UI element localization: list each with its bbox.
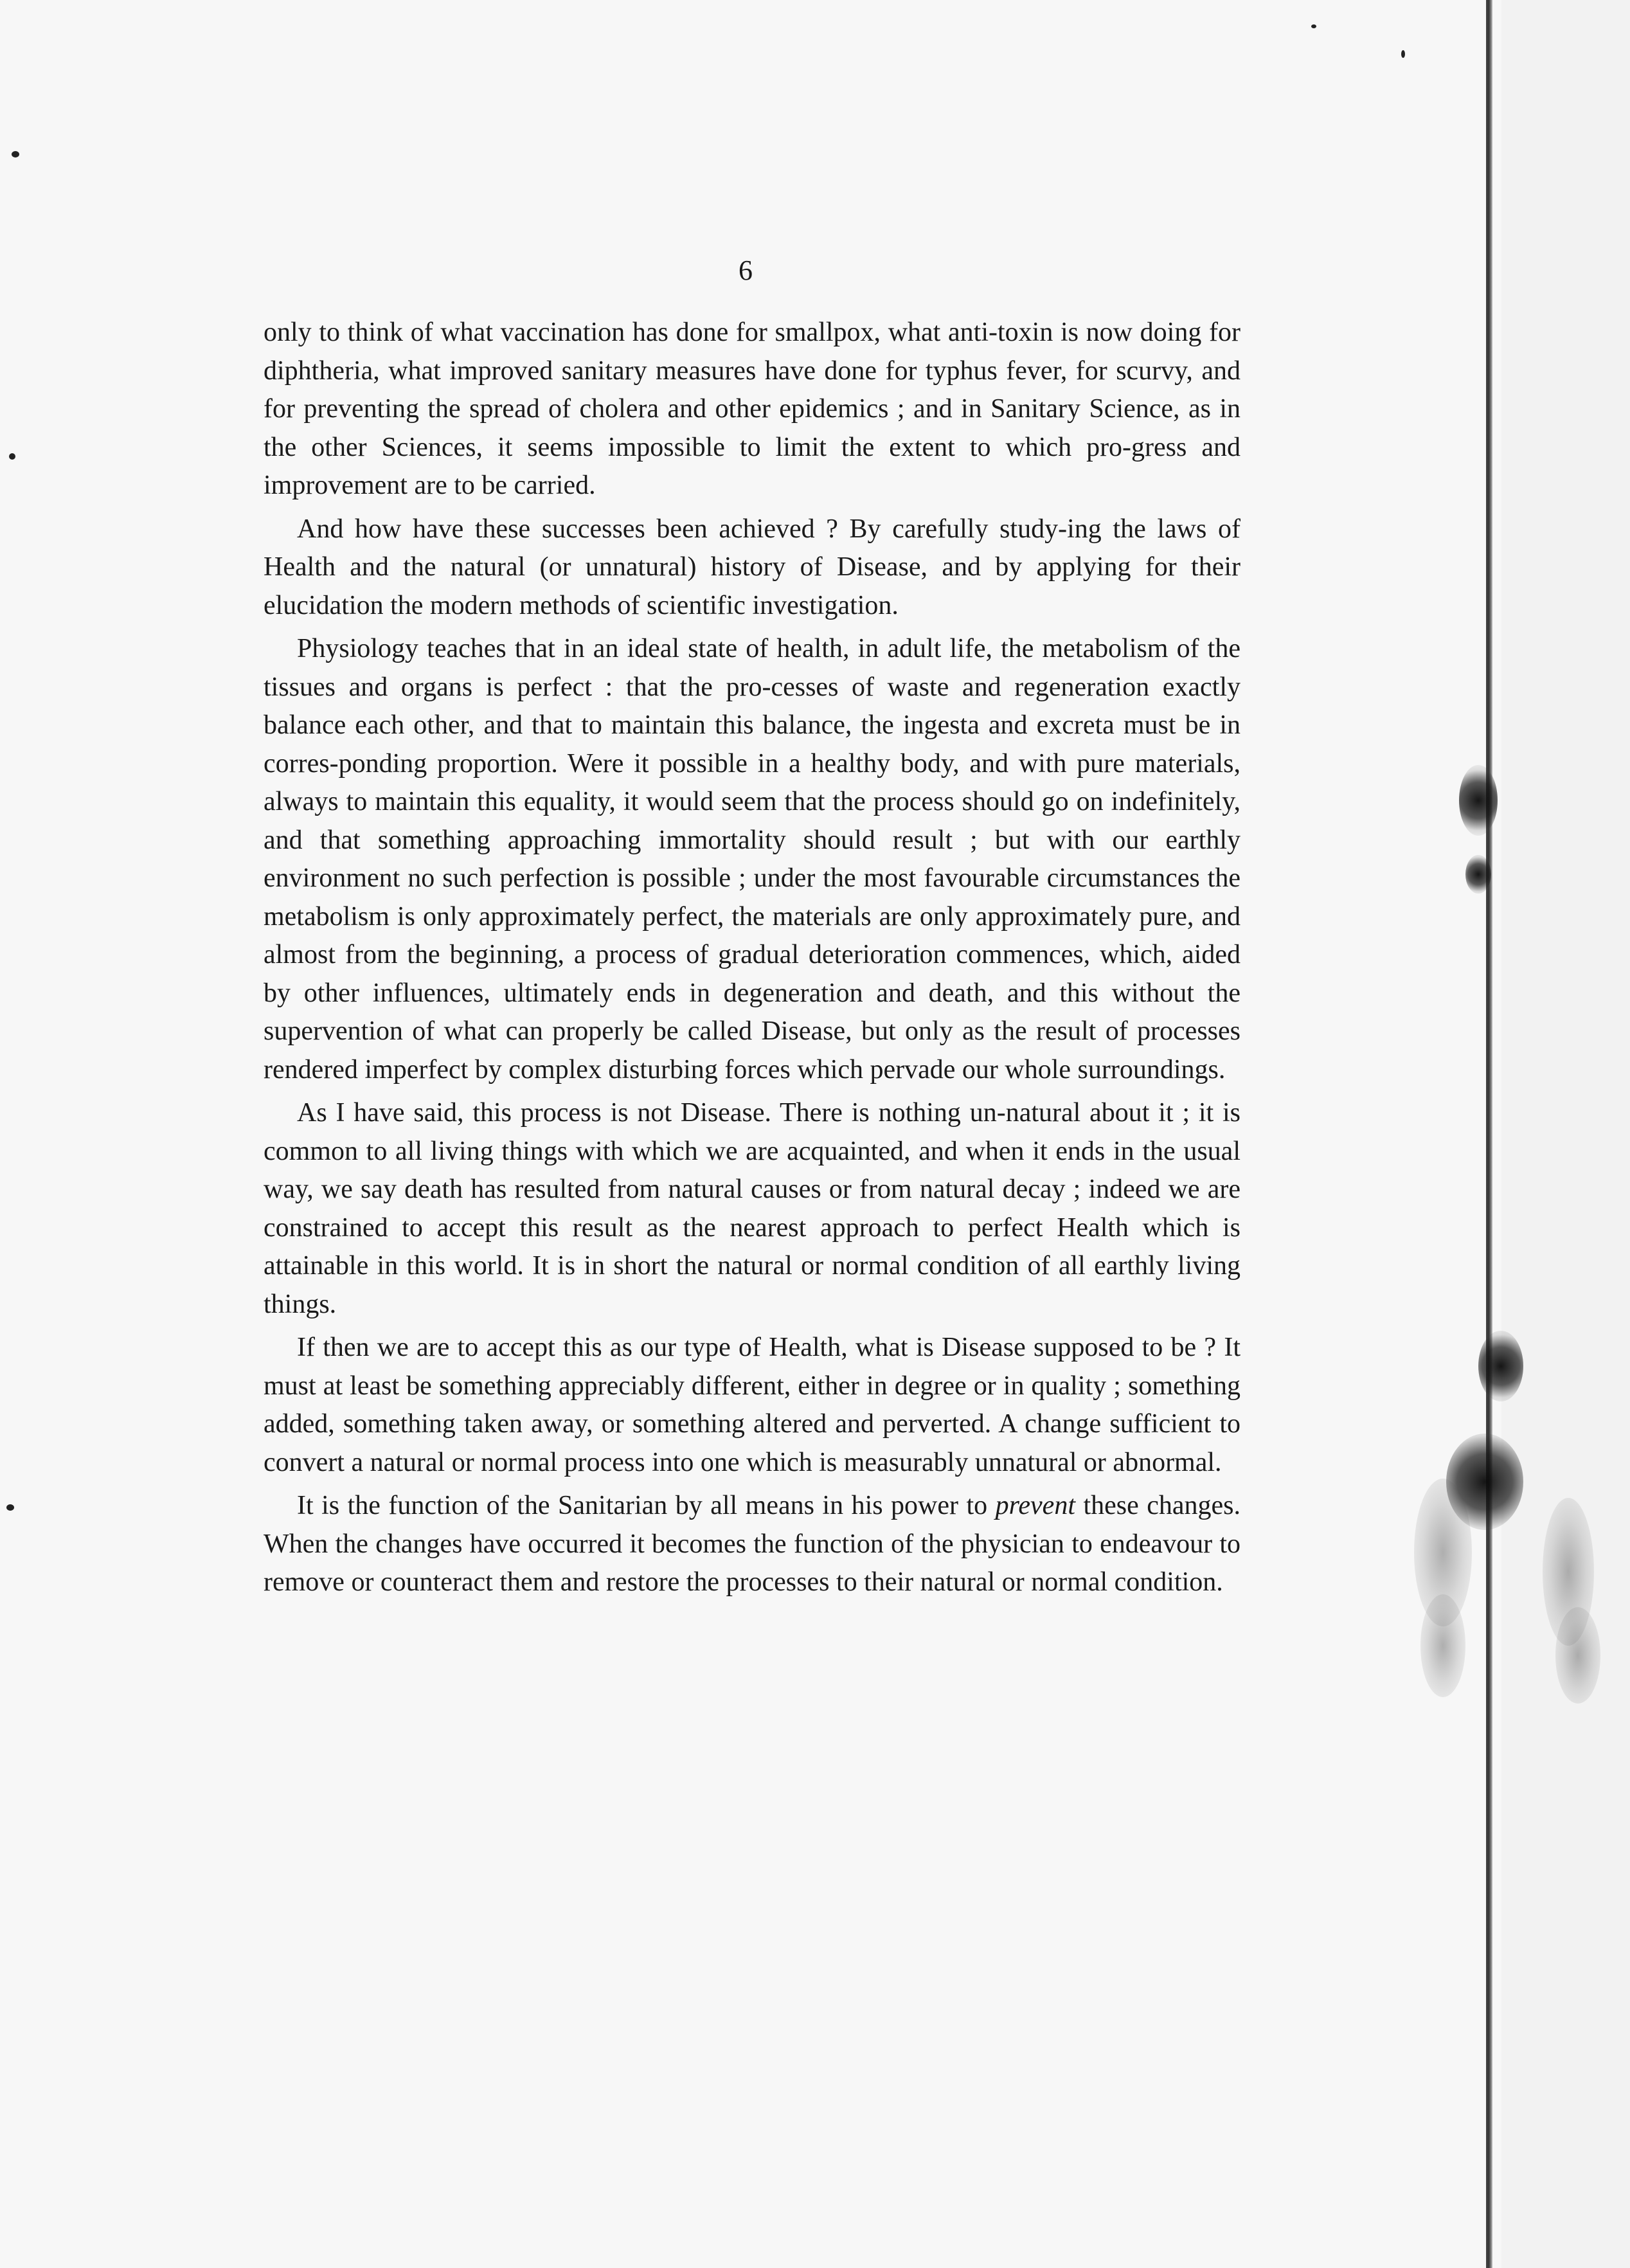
dust-speck — [12, 151, 19, 158]
paragraph-4: As I have said, this process is not Disease. There is nothing un-natural about it ; it is common to all living things with which we are acquainted, and when it ends in the usual way, we say death has resulted from natural causes or from natural decay ; indeed we are constrained to accept this result as the nearest approach to perfect Health which is attainable in this world. It is in short the natural or normal condition of all earthly living things. — [264, 1098, 1240, 1319]
dust-speck — [1311, 24, 1316, 28]
paragraph-3: Physiology teaches that in an ideal state of health, in adult life, the metabolism of the tissues and organs is perfect : that the pro-cesses of waste and regeneration exactly balance each other, and that to maintain this balance, the ingesta and excreta must be in corres-ponding proportion. Were it possible in a healthy body, and with pure materials, always to maintain this equality, it would seem that the process should go on indefinitely, and that something approaching immortality should result ; but with our earthly environment no such perfection is possible ; under the most favourable circumstances the metabolism is only approximately perfect, the materials are only approximately pure, and almost from the beginning, a process of gradual deterioration commences, which, aided by other influences, ultimately ends in degeneration and death, and this without the supervention of what can properly be called Disease, but only as the result of processes rendered imperfect by complex disturbing forces which pervade our whole surroundings. — [264, 634, 1240, 1084]
paragraph-6-end: these changes. When the changes have occurred it becomes the function of the physician to endeavour to remove or counteract them and restore the processes to their natural or normal condition. — [264, 1491, 1240, 1597]
dust-speck — [9, 453, 15, 460]
page-number: 6 — [739, 255, 753, 286]
dust-speck — [6, 1504, 14, 1511]
paragraph-6-italic: prevent — [995, 1491, 1075, 1520]
paragraph-6 — [264, 1487, 1240, 1602]
ink-blot — [1459, 765, 1498, 836]
ink-blot — [1478, 1331, 1523, 1401]
ink-smudge — [1420, 1594, 1465, 1697]
paragraph-2: And how have these successes been achieved ? By carefully study-ing the laws of Health and the natural (or unnatural) history of Disease, and by applying for their elucidation the modern methods of scientific investigation. — [264, 514, 1240, 620]
paragraph-6-start: It is the function of the Sanitarian by all means in his power to — [297, 1491, 996, 1520]
adjacent-page-edge — [1501, 0, 1630, 2268]
body-text — [264, 314, 1240, 1607]
paragraph-1: only to think of what vaccination has done for smallpox, what anti-toxin is now doing for diphtheria, what improved sanitary measures have done for typhus fever, for scurvy, and for preventing the spread of cholera and other epidemics ; and in Sanitary Science, as in the other Sciences, it seems impossible to limit the extent to which pro-gress and improvement are to be carried. — [264, 318, 1240, 500]
page-gutter-shadow — [1486, 0, 1492, 2268]
ink-smudge — [1555, 1607, 1600, 1704]
ink-blot — [1465, 855, 1491, 894]
paragraph-5: If then we are to accept this as our type of Health, what is Disease supposed to be ? It must at least be something appreciably different, either in degree or in quality ; something added, something taken away, or something altered and perverted. A change sufficient to convert a natural or normal process into one which is measurably unnatural or abnormal. — [264, 1333, 1240, 1477]
dust-speck — [1401, 50, 1405, 58]
